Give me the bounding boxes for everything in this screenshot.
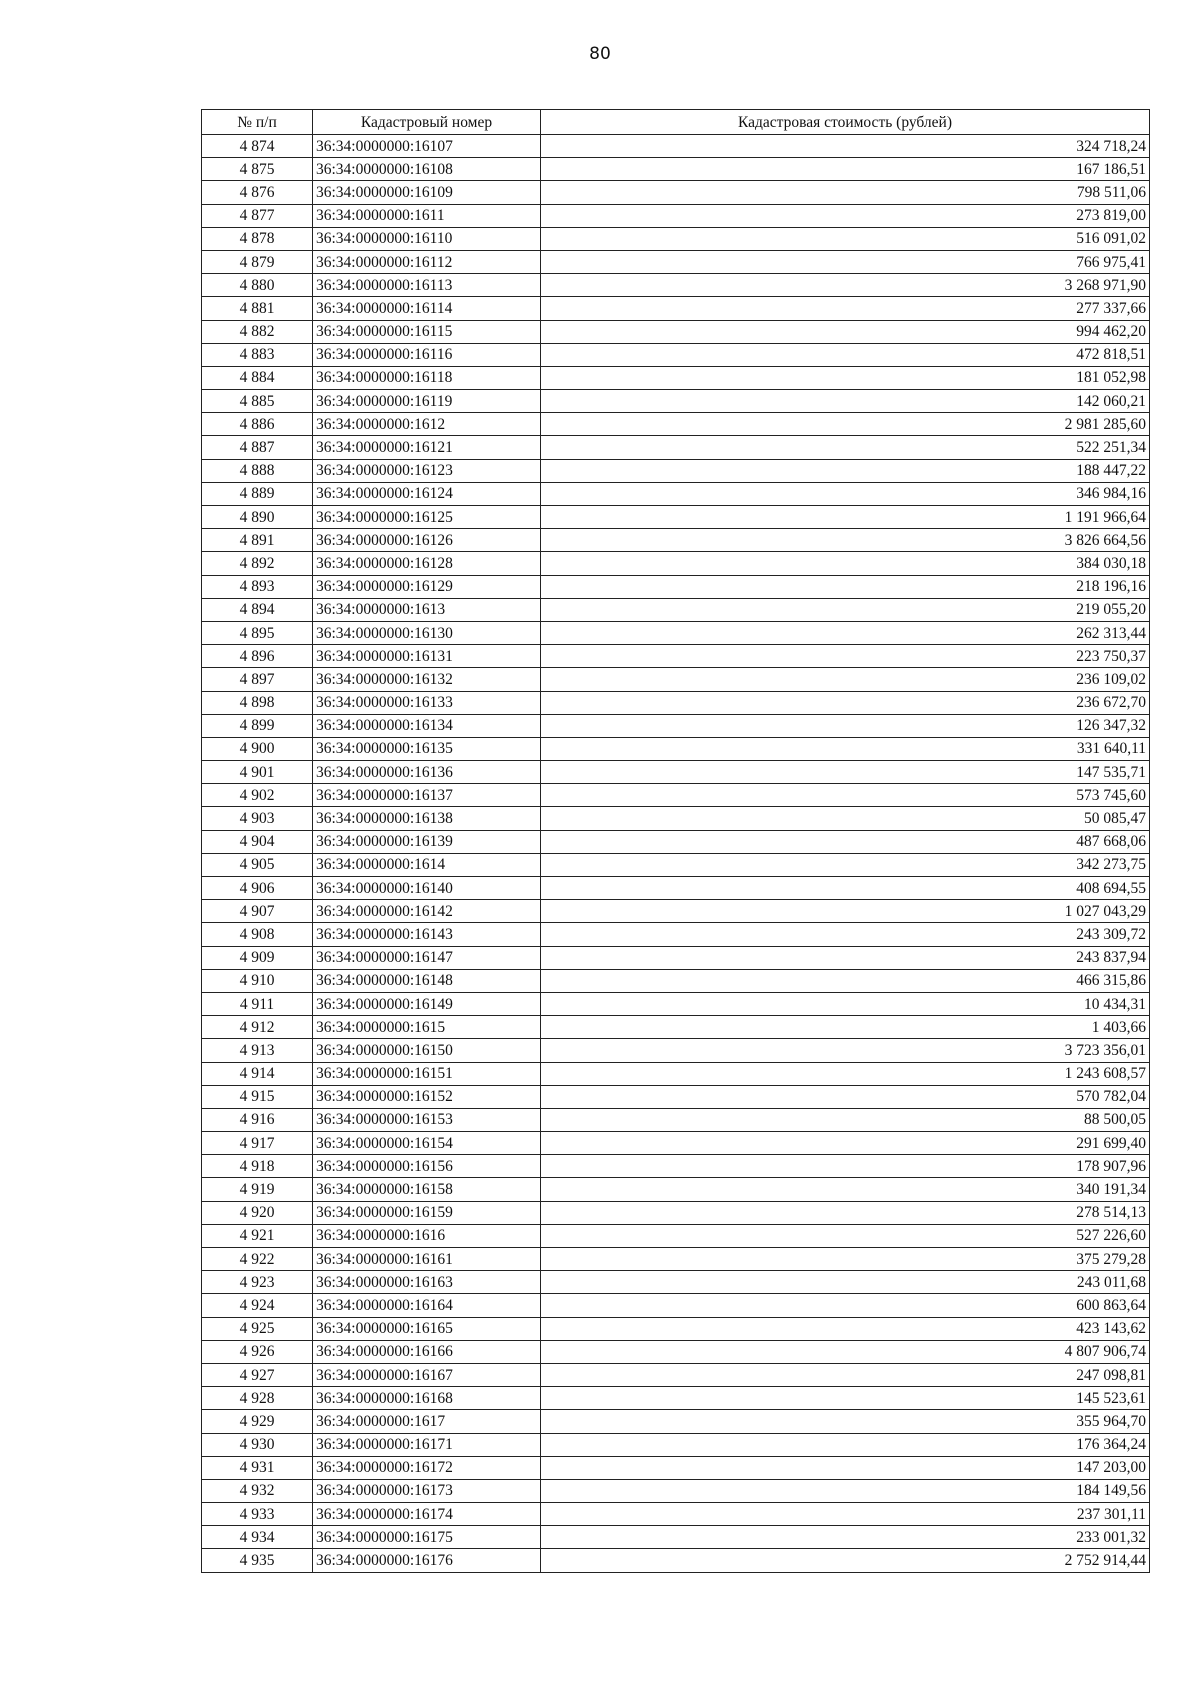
cadastral-value-cell: 181 052,98 <box>541 366 1150 389</box>
cadastral-value-cell: 233 001,32 <box>541 1526 1150 1549</box>
table-row <box>202 807 1150 830</box>
cadastral-value-cell: 423 143,62 <box>541 1317 1150 1340</box>
cadastral-number-cell: 36:34:0000000:16159 <box>313 1201 541 1224</box>
cadastral-value-cell: 342 273,75 <box>541 853 1150 876</box>
cadastral-number-cell: 36:34:0000000:16150 <box>313 1039 541 1062</box>
cadastral-value-cell: 142 060,21 <box>541 390 1150 413</box>
row-number-cell: 4 902 <box>202 784 313 807</box>
cadastral-value-cell: 384 030,18 <box>541 552 1150 575</box>
row-number-cell: 4 898 <box>202 691 313 714</box>
row-number-cell: 4 911 <box>202 992 313 1015</box>
table-row <box>202 366 1150 389</box>
cadastral-value-cell: 262 313,44 <box>541 621 1150 644</box>
cadastral-value-cell: 324 718,24 <box>541 135 1150 158</box>
row-number-cell: 4 887 <box>202 436 313 459</box>
row-number-cell: 4 913 <box>202 1039 313 1062</box>
cadastral-value-table <box>201 109 1150 1573</box>
cadastral-value-cell: 3 723 356,01 <box>541 1039 1150 1062</box>
table-row <box>202 761 1150 784</box>
table-row <box>202 135 1150 158</box>
cadastral-value-cell: 178 907,96 <box>541 1155 1150 1178</box>
table-row <box>202 1155 1150 1178</box>
row-number-cell: 4 910 <box>202 969 313 992</box>
cadastral-number-cell: 36:34:0000000:16156 <box>313 1155 541 1178</box>
cadastral-number-cell: 36:34:0000000:16131 <box>313 645 541 668</box>
row-number-cell: 4 891 <box>202 529 313 552</box>
cadastral-number-cell: 36:34:0000000:16140 <box>313 877 541 900</box>
cadastral-value-cell: 375 279,28 <box>541 1248 1150 1271</box>
row-number-cell: 4 875 <box>202 158 313 181</box>
cadastral-number-cell: 36:34:0000000:1615 <box>313 1016 541 1039</box>
cadastral-number-cell: 36:34:0000000:16149 <box>313 992 541 1015</box>
row-number-cell: 4 923 <box>202 1271 313 1294</box>
cadastral-value-cell: 145 523,61 <box>541 1387 1150 1410</box>
cadastral-value-cell: 798 511,06 <box>541 181 1150 204</box>
table-row <box>202 482 1150 505</box>
cadastral-number-cell: 36:34:0000000:16135 <box>313 737 541 760</box>
cadastral-value-cell: 527 226,60 <box>541 1224 1150 1247</box>
cadastral-value-cell: 1 403,66 <box>541 1016 1150 1039</box>
row-number-cell: 4 927 <box>202 1363 313 1386</box>
cadastral-number-cell: 36:34:0000000:16133 <box>313 691 541 714</box>
table-row <box>202 877 1150 900</box>
table-row <box>202 1526 1150 1549</box>
row-number-cell: 4 924 <box>202 1294 313 1317</box>
row-number-cell: 4 921 <box>202 1224 313 1247</box>
cadastral-number-cell: 36:34:0000000:16119 <box>313 390 541 413</box>
cadastral-value-cell: 570 782,04 <box>541 1085 1150 1108</box>
row-number-cell: 4 915 <box>202 1085 313 1108</box>
cadastral-value-cell: 522 251,34 <box>541 436 1150 459</box>
table-row <box>202 1410 1150 1433</box>
cadastral-value-cell: 278 514,13 <box>541 1201 1150 1224</box>
cadastral-value-cell: 408 694,55 <box>541 877 1150 900</box>
table-row <box>202 1549 1150 1572</box>
cadastral-number-cell: 36:34:0000000:16109 <box>313 181 541 204</box>
table-row <box>202 1062 1150 1085</box>
cadastral-value-cell: 346 984,16 <box>541 482 1150 505</box>
cadastral-number-cell: 36:34:0000000:16158 <box>313 1178 541 1201</box>
row-number-cell: 4 888 <box>202 459 313 482</box>
cadastral-value-cell: 176 364,24 <box>541 1433 1150 1456</box>
cadastral-number-cell: 36:34:0000000:1616 <box>313 1224 541 1247</box>
cadastral-number-cell: 36:34:0000000:16115 <box>313 320 541 343</box>
row-number-cell: 4 914 <box>202 1062 313 1085</box>
table-row <box>202 250 1150 273</box>
row-number-cell: 4 882 <box>202 320 313 343</box>
row-number-cell: 4 935 <box>202 1549 313 1572</box>
row-number-cell: 4 930 <box>202 1433 313 1456</box>
row-number-cell: 4 897 <box>202 668 313 691</box>
table-row <box>202 992 1150 1015</box>
table-row <box>202 923 1150 946</box>
cadastral-value-cell: 2 981 285,60 <box>541 413 1150 436</box>
row-number-cell: 4 876 <box>202 181 313 204</box>
cadastral-number-cell: 36:34:0000000:16110 <box>313 227 541 250</box>
cadastral-number-cell: 36:34:0000000:16129 <box>313 575 541 598</box>
cadastral-value-cell: 1 243 608,57 <box>541 1062 1150 1085</box>
cadastral-value-cell: 1 191 966,64 <box>541 506 1150 529</box>
table-row <box>202 853 1150 876</box>
cadastral-number-cell: 36:34:0000000:16108 <box>313 158 541 181</box>
cadastral-number-cell: 36:34:0000000:16121 <box>313 436 541 459</box>
cadastral-number-cell: 36:34:0000000:16136 <box>313 761 541 784</box>
row-number-cell: 4 926 <box>202 1340 313 1363</box>
cadastral-number-cell: 36:34:0000000:1613 <box>313 598 541 621</box>
table-row <box>202 320 1150 343</box>
row-number-cell: 4 903 <box>202 807 313 830</box>
cadastral-number-cell: 36:34:0000000:16126 <box>313 529 541 552</box>
cadastral-number-cell: 36:34:0000000:16163 <box>313 1271 541 1294</box>
table-row <box>202 1085 1150 1108</box>
table-row <box>202 830 1150 853</box>
cadastral-value-cell: 4 807 906,74 <box>541 1340 1150 1363</box>
cadastral-number-cell: 36:34:0000000:16166 <box>313 1340 541 1363</box>
table-row <box>202 413 1150 436</box>
table-row <box>202 645 1150 668</box>
table-row <box>202 297 1150 320</box>
row-number-cell: 4 877 <box>202 204 313 227</box>
row-number-cell: 4 932 <box>202 1479 313 1502</box>
cadastral-value-cell: 219 055,20 <box>541 598 1150 621</box>
cadastral-number-cell: 36:34:0000000:16168 <box>313 1387 541 1410</box>
row-number-cell: 4 929 <box>202 1410 313 1433</box>
row-number-cell: 4 905 <box>202 853 313 876</box>
cadastral-value-cell: 3 826 664,56 <box>541 529 1150 552</box>
cadastral-number-cell: 36:34:0000000:16164 <box>313 1294 541 1317</box>
table-row <box>202 529 1150 552</box>
cadastral-value-cell: 88 500,05 <box>541 1108 1150 1131</box>
row-number-cell: 4 894 <box>202 598 313 621</box>
row-number-cell: 4 900 <box>202 737 313 760</box>
cadastral-value-cell: 10 434,31 <box>541 992 1150 1015</box>
cadastral-number-cell: 36:34:0000000:16137 <box>313 784 541 807</box>
cadastral-value-cell: 994 462,20 <box>541 320 1150 343</box>
cadastral-number-cell: 36:34:0000000:16132 <box>313 668 541 691</box>
table-row <box>202 784 1150 807</box>
header-cadastral-number: Кадастровый номер <box>313 110 541 135</box>
row-number-cell: 4 892 <box>202 552 313 575</box>
cadastral-value-cell: 2 752 914,44 <box>541 1549 1150 1572</box>
cadastral-number-cell: 36:34:0000000:16154 <box>313 1132 541 1155</box>
cadastral-number-cell: 36:34:0000000:16147 <box>313 946 541 969</box>
cadastral-number-cell: 36:34:0000000:16143 <box>313 923 541 946</box>
cadastral-number-cell: 36:34:0000000:16123 <box>313 459 541 482</box>
table-row <box>202 969 1150 992</box>
cadastral-number-cell: 36:34:0000000:16138 <box>313 807 541 830</box>
table-row <box>202 158 1150 181</box>
row-number-cell: 4 934 <box>202 1526 313 1549</box>
cadastral-number-cell: 36:34:0000000:16118 <box>313 366 541 389</box>
table-row <box>202 343 1150 366</box>
table-row <box>202 737 1150 760</box>
row-number-cell: 4 931 <box>202 1456 313 1479</box>
cadastral-value-cell: 243 837,94 <box>541 946 1150 969</box>
table-row <box>202 621 1150 644</box>
row-number-cell: 4 899 <box>202 714 313 737</box>
cadastral-number-cell: 36:34:0000000:16173 <box>313 1479 541 1502</box>
row-number-cell: 4 912 <box>202 1016 313 1039</box>
table-row <box>202 714 1150 737</box>
row-number-cell: 4 879 <box>202 250 313 273</box>
cadastral-number-cell: 36:34:0000000:16112 <box>313 250 541 273</box>
row-number-cell: 4 874 <box>202 135 313 158</box>
cadastral-number-cell: 36:34:0000000:1617 <box>313 1410 541 1433</box>
cadastral-value-cell: 516 091,02 <box>541 227 1150 250</box>
table-row <box>202 1039 1150 1062</box>
cadastral-value-cell: 355 964,70 <box>541 1410 1150 1433</box>
table-row <box>202 1340 1150 1363</box>
cadastral-value-cell: 3 268 971,90 <box>541 274 1150 297</box>
row-number-cell: 4 878 <box>202 227 313 250</box>
cadastral-number-cell: 36:34:0000000:16142 <box>313 900 541 923</box>
cadastral-number-cell: 36:34:0000000:16165 <box>313 1317 541 1340</box>
row-number-cell: 4 908 <box>202 923 313 946</box>
cadastral-value-cell: 184 149,56 <box>541 1479 1150 1502</box>
row-number-cell: 4 895 <box>202 621 313 644</box>
cadastral-number-cell: 36:34:0000000:16175 <box>313 1526 541 1549</box>
row-number-cell: 4 918 <box>202 1155 313 1178</box>
cadastral-number-cell: 36:34:0000000:16134 <box>313 714 541 737</box>
table-row <box>202 506 1150 529</box>
row-number-cell: 4 881 <box>202 297 313 320</box>
row-number-cell: 4 909 <box>202 946 313 969</box>
row-number-cell: 4 917 <box>202 1132 313 1155</box>
cadastral-value-cell: 126 347,32 <box>541 714 1150 737</box>
table-row <box>202 1271 1150 1294</box>
row-number-cell: 4 884 <box>202 366 313 389</box>
cadastral-value-cell: 188 447,22 <box>541 459 1150 482</box>
row-number-cell: 4 904 <box>202 830 313 853</box>
table-row <box>202 1108 1150 1131</box>
cadastral-value-cell: 466 315,86 <box>541 969 1150 992</box>
row-number-cell: 4 920 <box>202 1201 313 1224</box>
table-row <box>202 1248 1150 1271</box>
cadastral-value-cell: 236 672,70 <box>541 691 1150 714</box>
cadastral-value-cell: 237 301,11 <box>541 1503 1150 1526</box>
cadastral-value-cell: 766 975,41 <box>541 250 1150 273</box>
table-row <box>202 1132 1150 1155</box>
table-row <box>202 1479 1150 1502</box>
cadastral-number-cell: 36:34:0000000:16152 <box>313 1085 541 1108</box>
table-row <box>202 1294 1150 1317</box>
row-number-cell: 4 889 <box>202 482 313 505</box>
header-cadastral-value: Кадастровая стоимость (рублей) <box>541 110 1150 135</box>
table-row <box>202 181 1150 204</box>
cadastral-number-cell: 36:34:0000000:16130 <box>313 621 541 644</box>
table-row <box>202 900 1150 923</box>
cadastral-value-cell: 291 699,40 <box>541 1132 1150 1155</box>
cadastral-number-cell: 36:34:0000000:16128 <box>313 552 541 575</box>
table-row <box>202 436 1150 459</box>
table-row <box>202 1201 1150 1224</box>
header-row-number: № п/п <box>202 110 313 135</box>
cadastral-value-cell: 273 819,00 <box>541 204 1150 227</box>
cadastral-value-cell: 487 668,06 <box>541 830 1150 853</box>
table-row <box>202 1178 1150 1201</box>
row-number-cell: 4 925 <box>202 1317 313 1340</box>
cadastral-number-cell: 36:34:0000000:16114 <box>313 297 541 320</box>
row-number-cell: 4 880 <box>202 274 313 297</box>
table-row <box>202 1016 1150 1039</box>
cadastral-value-cell: 573 745,60 <box>541 784 1150 807</box>
cadastral-number-cell: 36:34:0000000:16139 <box>313 830 541 853</box>
row-number-cell: 4 883 <box>202 343 313 366</box>
cadastral-number-cell: 36:34:0000000:16176 <box>313 1549 541 1572</box>
cadastral-number-cell: 36:34:0000000:1612 <box>313 413 541 436</box>
cadastral-value-cell: 340 191,34 <box>541 1178 1150 1201</box>
table-row <box>202 459 1150 482</box>
cadastral-value-cell: 147 535,71 <box>541 761 1150 784</box>
cadastral-number-cell: 36:34:0000000:1614 <box>313 853 541 876</box>
cadastral-value-cell: 243 309,72 <box>541 923 1150 946</box>
table-row <box>202 1387 1150 1410</box>
cadastral-value-cell: 50 085,47 <box>541 807 1150 830</box>
cadastral-value-cell: 600 863,64 <box>541 1294 1150 1317</box>
cadastral-number-cell: 36:34:0000000:16125 <box>313 506 541 529</box>
table-row <box>202 552 1150 575</box>
cadastral-number-cell: 36:34:0000000:16167 <box>313 1363 541 1386</box>
table-row <box>202 1224 1150 1247</box>
row-number-cell: 4 886 <box>202 413 313 436</box>
cadastral-value-cell: 236 109,02 <box>541 668 1150 691</box>
row-number-cell: 4 890 <box>202 506 313 529</box>
cadastral-number-cell: 36:34:0000000:16153 <box>313 1108 541 1131</box>
cadastral-value-cell: 167 186,51 <box>541 158 1150 181</box>
cadastral-number-cell: 36:34:0000000:16116 <box>313 343 541 366</box>
cadastral-number-cell: 36:34:0000000:16124 <box>313 482 541 505</box>
cadastral-number-cell: 36:34:0000000:16161 <box>313 1248 541 1271</box>
table-row <box>202 390 1150 413</box>
cadastral-value-cell: 277 337,66 <box>541 297 1150 320</box>
cadastral-number-cell: 36:34:0000000:16171 <box>313 1433 541 1456</box>
table-row <box>202 1456 1150 1479</box>
cadastral-value-cell: 472 818,51 <box>541 343 1150 366</box>
row-number-cell: 4 907 <box>202 900 313 923</box>
row-number-cell: 4 919 <box>202 1178 313 1201</box>
table-row <box>202 1363 1150 1386</box>
cadastral-number-cell: 36:34:0000000:16151 <box>313 1062 541 1085</box>
page-number: 80 <box>589 44 611 64</box>
cadastral-number-cell: 36:34:0000000:1611 <box>313 204 541 227</box>
row-number-cell: 4 922 <box>202 1248 313 1271</box>
row-number-cell: 4 893 <box>202 575 313 598</box>
table-row <box>202 1503 1150 1526</box>
cadastral-value-cell: 223 750,37 <box>541 645 1150 668</box>
row-number-cell: 4 906 <box>202 877 313 900</box>
cadastral-number-cell: 36:34:0000000:16174 <box>313 1503 541 1526</box>
row-number-cell: 4 901 <box>202 761 313 784</box>
table-row <box>202 575 1150 598</box>
table-row <box>202 598 1150 621</box>
table-row <box>202 227 1150 250</box>
cadastral-number-cell: 36:34:0000000:16148 <box>313 969 541 992</box>
cadastral-value-cell: 331 640,11 <box>541 737 1150 760</box>
table-row <box>202 274 1150 297</box>
cadastral-value-cell: 147 203,00 <box>541 1456 1150 1479</box>
table-row <box>202 204 1150 227</box>
row-number-cell: 4 916 <box>202 1108 313 1131</box>
table-row <box>202 691 1150 714</box>
cadastral-value-cell: 243 011,68 <box>541 1271 1150 1294</box>
table-row <box>202 946 1150 969</box>
cadastral-number-cell: 36:34:0000000:16107 <box>313 135 541 158</box>
cadastral-value-cell: 247 098,81 <box>541 1363 1150 1386</box>
cadastral-number-cell: 36:34:0000000:16113 <box>313 274 541 297</box>
cadastral-value-cell: 1 027 043,29 <box>541 900 1150 923</box>
table-header-row <box>202 110 1150 135</box>
row-number-cell: 4 928 <box>202 1387 313 1410</box>
table-row <box>202 1433 1150 1456</box>
cadastral-number-cell: 36:34:0000000:16172 <box>313 1456 541 1479</box>
row-number-cell: 4 933 <box>202 1503 313 1526</box>
row-number-cell: 4 896 <box>202 645 313 668</box>
cadastral-value-cell: 218 196,16 <box>541 575 1150 598</box>
table-row <box>202 668 1150 691</box>
table-row <box>202 1317 1150 1340</box>
row-number-cell: 4 885 <box>202 390 313 413</box>
